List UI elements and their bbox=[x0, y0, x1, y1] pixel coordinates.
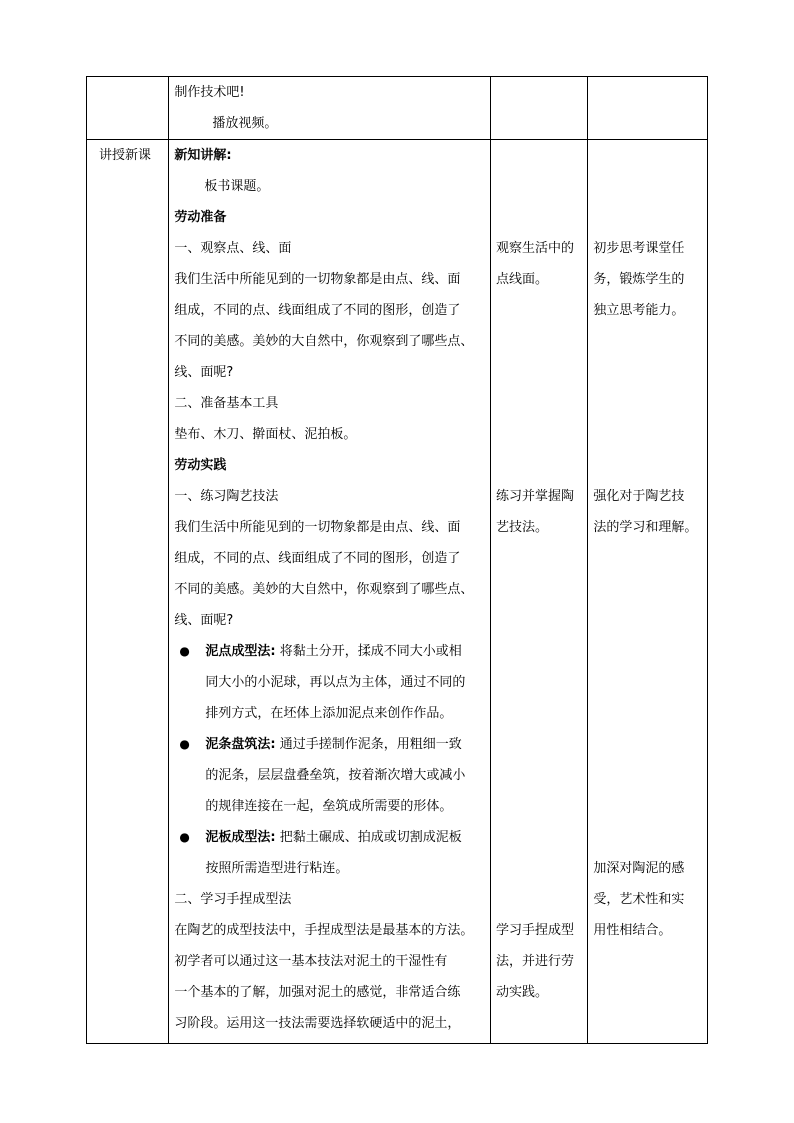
text-line: 艺技法。 bbox=[495, 520, 548, 535]
text-line: 一个基本的了解，加强对泥土的感觉，非常适合练 bbox=[174, 985, 461, 1000]
text-line: 我们生活中所能见到的一切物象都是由点、线、面 bbox=[174, 272, 461, 287]
text-line: 法，并进行劳 bbox=[495, 954, 574, 969]
student-activity-cell bbox=[490, 140, 587, 1044]
text-line: 动实践。 bbox=[495, 985, 548, 1000]
list-item bbox=[174, 822, 487, 853]
text-line: 初步思考课堂任 bbox=[593, 241, 685, 256]
text-line: 法的学习和理解。 bbox=[593, 520, 698, 535]
table-row bbox=[87, 140, 708, 1044]
text-line: 制作技术吧! bbox=[174, 85, 245, 100]
section-heading: 劳动实践 bbox=[174, 458, 227, 473]
text-line: 的泥条，层层盘叠垒筑，按着渐次增大或减小 bbox=[205, 768, 466, 783]
text-line: 务，锻炼学生的 bbox=[593, 272, 685, 287]
teacher-activity-cell bbox=[169, 140, 491, 1044]
student-activity-cell bbox=[490, 77, 587, 140]
text-line: 独立思考能力。 bbox=[593, 303, 685, 318]
technique-text: 将黏土分开，揉成不同大小或相 bbox=[275, 644, 462, 659]
teacher-activity-cell bbox=[169, 77, 491, 140]
design-intent-cell bbox=[588, 140, 708, 1044]
bullet-icon: ● bbox=[179, 737, 190, 751]
text-line: 垫布、木刀、擀面杖、泥拍板。 bbox=[174, 427, 357, 442]
text-line: 我们生活中所能见到的一切物象都是由点、线、面 bbox=[174, 520, 461, 535]
stage-label: 讲授新课 bbox=[99, 148, 152, 163]
text-line: 观察生活中的 bbox=[495, 241, 574, 256]
item-title: 一、练习陶艺技法 bbox=[174, 489, 279, 504]
text-line: 点线面。 bbox=[495, 272, 548, 287]
item-title: 二、准备基本工具 bbox=[174, 396, 279, 411]
text-line: 按照所需造型进行粘连。 bbox=[205, 861, 349, 876]
text-line: 不同的美感。美妙的大自然中，你观察到了哪些点、 bbox=[174, 582, 474, 597]
text-line: 的规律连接在一起，垒筑成所需要的形体。 bbox=[205, 799, 453, 814]
text-line: 同大小的小泥球，再以点为主体，通过不同的 bbox=[205, 675, 466, 690]
stage-cell bbox=[87, 140, 169, 1044]
lesson-plan-table bbox=[86, 76, 708, 1044]
list-item bbox=[174, 636, 487, 667]
text-line: 不同的美感。美妙的大自然中，你观察到了哪些点、 bbox=[174, 334, 474, 349]
list-item bbox=[174, 729, 487, 760]
text-line: 用性相结合。 bbox=[593, 923, 672, 938]
technique-label: 泥板成型法: bbox=[205, 830, 276, 845]
text-line: 组成，不同的点、线面组成了不同的图形，创造了 bbox=[174, 303, 461, 318]
technique-text: 通过手搓制作泥条，用粗细一致 bbox=[275, 737, 462, 752]
bullet-icon: ● bbox=[179, 830, 190, 844]
text-line: 排列方式，在坯体上添加泥点来创作作品。 bbox=[205, 706, 453, 721]
item-title: 一、观察点、线、面 bbox=[174, 241, 292, 256]
text-line: 线、面呢? bbox=[174, 365, 234, 380]
text-line: 线、面呢? bbox=[174, 613, 234, 628]
table-row bbox=[87, 77, 708, 140]
design-intent-cell bbox=[588, 77, 708, 140]
text-line: 习阶段。运用这一技法需要选择软硬适中的泥土， bbox=[174, 1016, 461, 1031]
technique-label: 泥点成型法: bbox=[205, 644, 276, 659]
text-line: 板书课题。 bbox=[204, 179, 270, 194]
section-heading: 劳动准备 bbox=[174, 210, 227, 225]
text-line: 在陶艺的成型技法中，手捏成型法是最基本的方法。 bbox=[174, 923, 474, 938]
technique-label: 泥条盘筑法: bbox=[205, 737, 276, 752]
text-line: 受，艺术性和实 bbox=[593, 892, 685, 907]
text-line: 加深对陶泥的感 bbox=[593, 861, 685, 876]
stage-cell bbox=[87, 77, 169, 140]
text-line: 初学者可以通过这一基本技法对泥土的干湿性有 bbox=[174, 954, 448, 969]
bullet-icon: ● bbox=[179, 644, 190, 658]
technique-text: 把黏土碾成、拍成或切割成泥板 bbox=[275, 830, 462, 845]
item-title: 二、学习手捏成型法 bbox=[174, 892, 292, 907]
text-line: 练习并掌握陶 bbox=[495, 489, 574, 504]
text-line: 学习手捏成型 bbox=[495, 923, 574, 938]
section-heading: 新知讲解: bbox=[174, 148, 232, 163]
text-line: 组成，不同的点、线面组成了不同的图形，创造了 bbox=[174, 551, 461, 566]
text-line: 强化对于陶艺技 bbox=[593, 489, 685, 504]
text-line: 播放视频。 bbox=[212, 116, 278, 131]
